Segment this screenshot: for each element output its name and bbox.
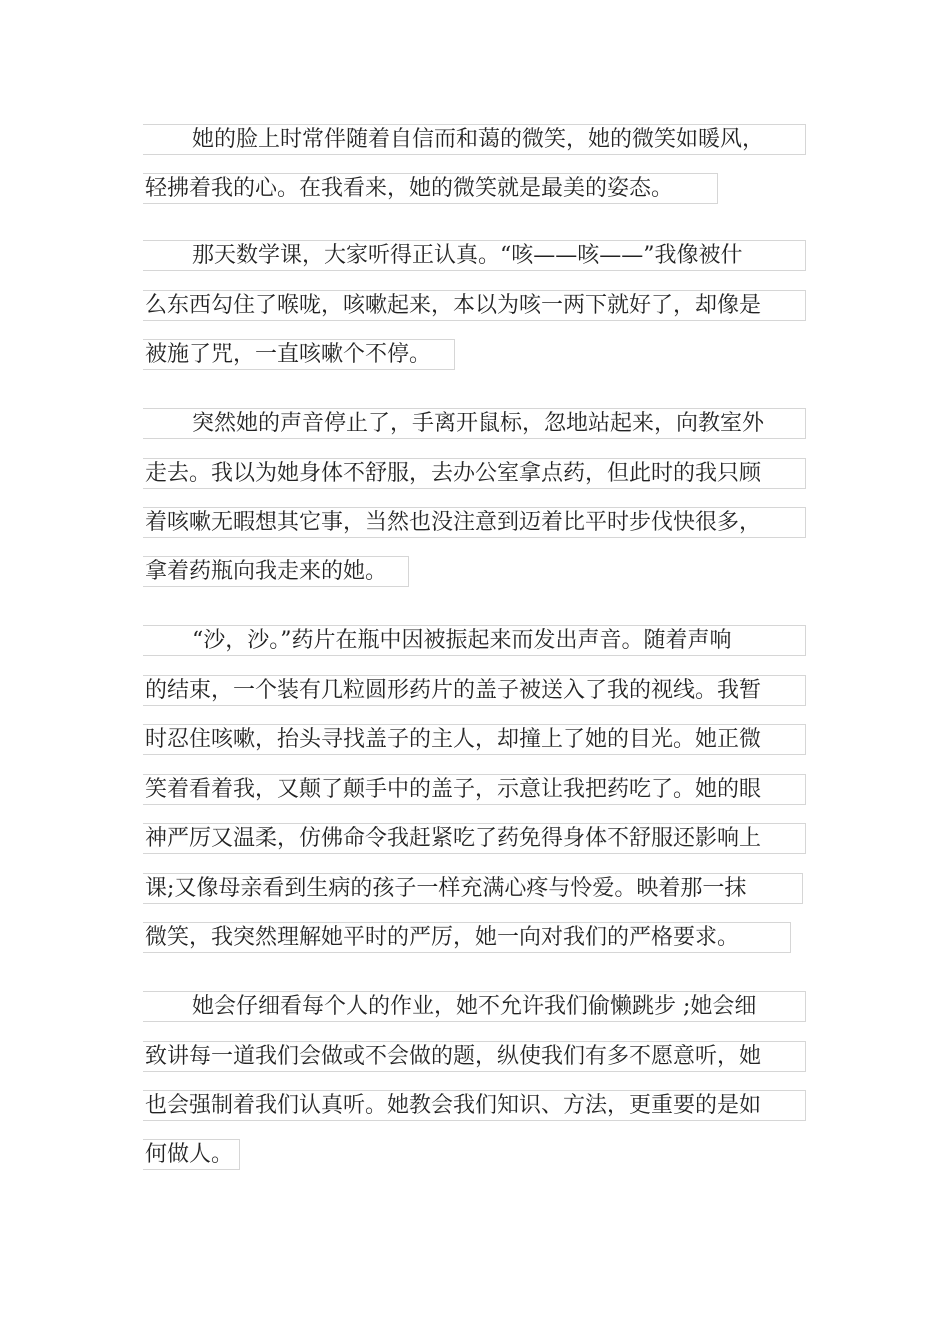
text-line: 致讲每一道我们会做或不会做的题，纵使我们有多不愿意听，她 (143, 1041, 806, 1072)
text-line: 微笑，我突然理解她平时的严厉，她一向对我们的严格要求。 (143, 922, 791, 953)
text-line: 时忍住咳嗽，抬头寻找盖子的主人，却撞上了她的目光。她正微 (143, 724, 806, 755)
text-line: 突然她的声音停止了，手离开鼠标，忽地站起来，向教室外 (143, 408, 806, 439)
text-line: 笑着看着我，又颠了颠手中的盖子，示意让我把药吃了。她的眼 (143, 774, 806, 805)
text-line: 何做人。 (143, 1139, 240, 1170)
text-line: 她会仔细看每个人的作业，她不允许我们偷懒跳步 ;她会细 (143, 991, 806, 1022)
text-line: 她的脸上时常伴随着自信而和蔼的微笑，她的微笑如暖风， (143, 124, 806, 155)
text-line: 也会强制着我们认真听。她教会我们知识、方法，更重要的是如 (143, 1090, 806, 1121)
text-line: 那天数学课，大家听得正认真。“咳——咳——”我像被什 (143, 240, 806, 271)
text-line: 神严厉又温柔，仿佛命令我赶紧吃了药免得身体不舒服还影响上 (143, 823, 806, 854)
text-line: 么东西勾住了喉咙，咳嗽起来，本以为咳一两下就好了，却像是 (143, 290, 806, 321)
text-line: 着咳嗽无暇想其它事，当然也没注意到迈着比平时步伐快很多， (143, 507, 806, 538)
text-line: 的结束，一个装有几粒圆形药片的盖子被送入了我的视线。我暂 (143, 675, 806, 706)
text-line: 轻拂着我的心。在我看来，她的微笑就是最美的姿态。 (143, 173, 718, 204)
text-line: 课;又像母亲看到生病的孩子一样充满心疼与怜爱。映着那一抹 (143, 873, 803, 904)
text-line: 被施了咒，一直咳嗽个不停。 (143, 339, 455, 370)
text-line: “沙，沙。”药片在瓶中因被振起来而发出声音。随着声响 (143, 625, 806, 656)
text-line: 走去。我以为她身体不舒服，去办公室拿点药，但此时的我只顾 (143, 458, 806, 489)
text-line: 拿着药瓶向我走来的她。 (143, 556, 409, 587)
